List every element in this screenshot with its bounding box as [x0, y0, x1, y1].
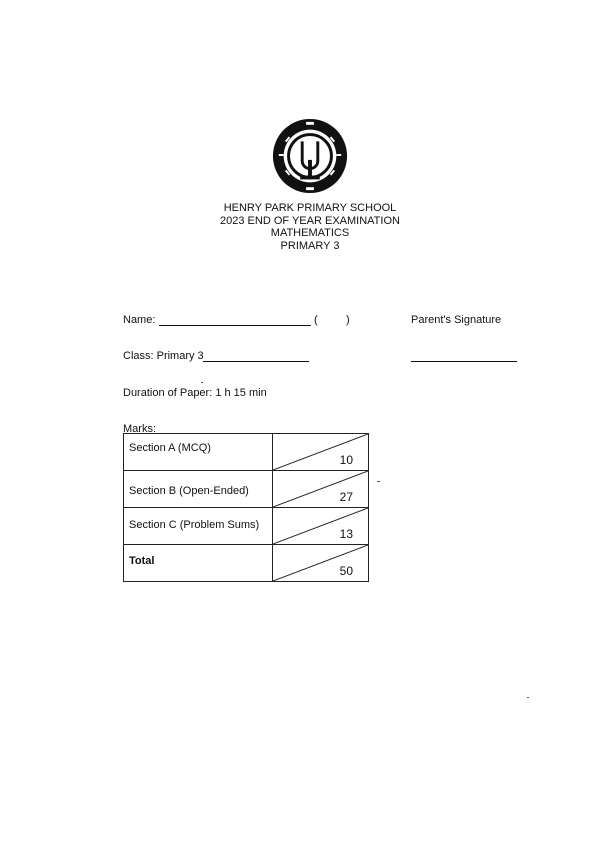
table-row	[124, 471, 369, 508]
school-crest-logo	[271, 117, 349, 195]
name-field-line[interactable]	[159, 325, 311, 326]
class-label: Class: Primary 3	[123, 350, 204, 362]
diagonal-line-icon	[273, 471, 368, 507]
crest-icon	[271, 117, 349, 195]
section-a-marks: 10	[339, 453, 353, 467]
scan-speck	[527, 697, 529, 698]
register-number-open: (	[314, 314, 318, 326]
exam-header	[0, 202, 600, 252]
name-label: Name:	[123, 314, 156, 326]
section-a-marks-cell[interactable]	[273, 434, 369, 471]
marks-label: Marks:	[123, 423, 156, 435]
register-number-close: )	[346, 314, 350, 326]
table-row	[124, 545, 369, 582]
parent-signature-line[interactable]	[411, 361, 517, 362]
level-title: PRIMARY 3	[280, 239, 340, 252]
diagonal-line-icon	[273, 508, 368, 544]
section-b-label: Section B (Open-Ended)	[124, 471, 273, 508]
table-row	[124, 434, 369, 471]
section-c-marks: 13	[339, 527, 353, 541]
subject-title: MATHEMATICS	[270, 227, 350, 239]
section-b-marks: 27	[339, 490, 353, 504]
section-c-marks-cell[interactable]	[273, 508, 369, 545]
section-b-marks-cell[interactable]	[273, 471, 369, 508]
scan-speck	[377, 481, 380, 482]
total-label: Total	[124, 545, 273, 582]
parent-signature-label: Parent's Signature	[411, 314, 502, 326]
total-marks: 50	[339, 564, 353, 578]
marks-table	[123, 433, 369, 582]
total-marks-cell[interactable]	[273, 545, 369, 582]
class-field-line[interactable]	[203, 361, 309, 362]
diagonal-line-icon	[273, 434, 368, 470]
duration-label: Duration of Paper: 1 h 15 min	[123, 387, 267, 399]
table-row	[124, 508, 369, 545]
section-c-label: Section C (Problem Sums)	[124, 508, 273, 545]
school-name: HENRY PARK PRIMARY SCHOOL	[223, 202, 397, 214]
diagonal-line-icon	[273, 545, 368, 581]
scan-speck	[201, 382, 203, 383]
section-a-label: Section A (MCQ)	[124, 434, 273, 471]
exam-title: 2023 END OF YEAR EXAMINATION	[220, 214, 400, 227]
